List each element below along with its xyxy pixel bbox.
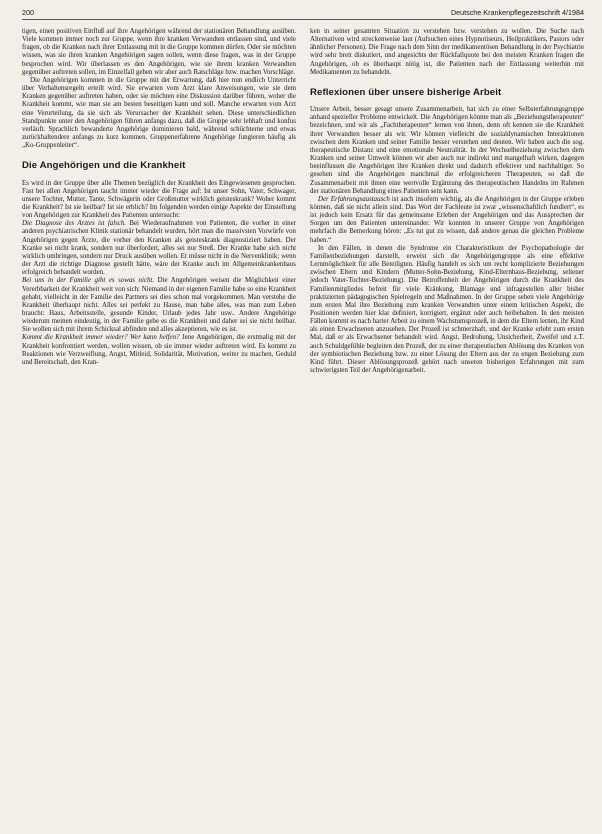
- paragraph-body: Die Angehörigen weisen die Möglichkeit einer Vererbbarkeit der Krankheit weit von sich: Niemand in der eigenen Familie habe so eine Krankheit gehabt, vielleicht in der Familie des Partners sei dies schon mal vorgekommen. Man verstehe die Krankheit überhaupt nicht. Alles sei perfekt zu Hause, man habe alles, was man zum Leben braucht: Haus, Arbeitsstelle, gesunde Kinder, Urlaub jedes Jahr usw.. Andere Angehörige wiederum meinen eindeutig, in der Familie gebe es die Krankheit und daher sei sie nicht heilbar. Sie wollen sich mit ihrem Schicksal abfinden und alles akzeptieren, wie es ist.: [22, 277, 296, 334]
- running-header: [22, 8, 584, 20]
- paragraph-body: Bei Wiederaufnahmen von Patienten, die vorher in einer anderen psychiatrischen Klinik stationär behandelt wurden, hört man die massivsten Vorwürfe von Angehörigen gegen Ärzte, die vorher den Kranken als geisteskrank diagnostiziert haben. Der Kranke sei nicht krank, sondern nur überfordert, alles sei nur Streß. Der Kranke habe sich nicht wirklich umbringen, sondern nur Druck ausüben wollen. Er müsse nicht in die Nervenklinik; wenn der Arzt die richtige Diagnose gestellt hätte, wäre der Kranke auch im Allgemeinkrankenhaus erfolgreich behandelt worden.: [22, 220, 296, 277]
- paragraph: Es wird in der Gruppe über alle Themen bezüglich der Krankheit des Eingewiesenen gesprochen. Fast bei allen Angehörigen taucht immer wieder die Frage auf: Ist unser Sohn, Vater, Schwager, unsere Tochter, Mutter, Tante, Schwägerin oder Großmutter wirklich geisteskrank? Woher kommt die Krankheit? Ist sie heilbar? Ist sie erblich? Im folgenden werden einige Aspekte der Einstellung von Angehörigen zur Krankheit des Patienten untersucht:: [22, 179, 296, 220]
- paragraph: Die Angehörigen kommen in die Gruppe mit der Erwartung, daß hier nun endlich Unterricht über Verhaltensregeln erteilt wird. Sie erwarten vom Arzt klare Anweisungen, wie sie dem Kranken gegenüber auftreten haben, oder sie möchten eine Diskussion darüber führen, woher die Krankheit kommt, wie man sie am besten beseitigen kann und soll. Manche erwarten vom Arzt eine Verurteilung, da sie sich als Verursacher der Krankheit sehen. Diese unterschiedlichen Standpunkte unter den Angehörigen führen anfangs dazu, daß die Gruppe sehr lebhaft und konfus verläuft. Sprachlich bewanderte Angehörige dominieren bald, während schüchterne und etwas zurückhaltendere anfangs zu kurz kommen. Gruppenerfahrene Angehörige fungieren häufig als „Ko-Gruppenleiter“.: [22, 76, 296, 150]
- paragraph: [22, 220, 296, 277]
- page-number: 200: [22, 8, 34, 17]
- paragraph: [310, 196, 584, 245]
- text-columns: [22, 28, 584, 375]
- right-column: [310, 28, 584, 375]
- paragraph-lead: Bei uns in der Familie gibt es sowas nicht.: [22, 277, 155, 285]
- paragraph: tigen, einen positiven Einfluß auf ihre Angehörigen während der stationären Behandlung ausüben. Viele kommen immer noch zur Gruppe, wenn ihre kranken Verwandten entlassen sind, und viele fragen, ob die Kranken nach ihrer Entlassung mit in die Gruppe kommen dürfen. Oder sie möchten wissen, was sie ihren kranken Angehörigen sagen sollen, wenn diese fragen, was in der Gruppe besprochen wird. Wir überlassen es den Angehörigen, wie sie ihrem kranken Verwandten gegenüber auftreten sollen, im Einzelfall geben wir aber auch Ratschläge bzw. machen Vorschläge.: [22, 28, 296, 76]
- paragraph: Unsere Arbeit, besser gesagt unsere Zusammenarbeit, hat sich zu einer Selbsterfahrungsgruppe anhand spezieller Probleme entwickelt. Die Angehörigen könnte man als „Beziehungstherapeuten“ bezeichnen, und wir als „Fachtherapeuten“ lernen von ihnen, denn oft kennen sie die Krankheit ihrer Verwandten besser als wir. Wir können vielleicht die sozialdynamischen Interaktionen zwischen dem Kranken und seiner Familie besser verstehen und deuten. Wir haben auch die sog. therapeutische Distanz und eine emotionale Neutralität. In der Wechselbeziehung zwischen dem Kranken und seiner Umwelt können wir aber auch nur indirekt und mangelhaft wirken, dagegen beeinflussen die Angehörigen ihre Kranken direkt und dadurch effektiver und nachhaltiger. So gesehen sind die Angehörigen manchmal die erfolgreicheren Therapeuten, so daß die Zusammenarbeit mit ihnen eine wertvolle Ergänzung des therapeutischen Handelns im Rahmen der stationären Behandlung eines Patienten sein kann.: [310, 106, 584, 195]
- paragraph-body: ist auch insofern wichtig, als die Angehörigen in der Gruppe erleben können, daß sie nicht allein sind. Das Wort der Fachleute ist zwar „wissenschaftlich fundiert“, es ist jedoch kein Ersatz für das gemeinsame Erleben der Angehörigen und das Aussprechen der Sorgen um den Patienten untereinander. Wir konnten in unserer Gruppe von Angehörigen mehrfach die Bemerkung hören: „Es tut gut zu wissen, daß andere genau die gleichen Probleme haben.“: [310, 195, 584, 244]
- journal-title: Deutsche Krankenpflegezeitschrift 4/1984: [450, 8, 584, 17]
- paragraph: In den Fällen, in denen die Syndrome ein Charakteristikum der Psychopathologie der Familienbeziehungen darstellt, erweist sich die Angehörigengruppe als eine effektive Lernmöglichkeit für alle Beteiligten. Häufig handelt es sich um recht komplizierte Beziehungen zwischen Eltern und Kindern (Mutter-Sohn-Beziehung, Kind-Elternhaus-Beziehung, seltener jedoch Vater-Tochter-Beziehung). Die Betroffenheit der Angehörigen durch die Krankheit des Familienmitgliedes befreit für viele Kränkung, Blamage und infragestellen aller bisher praktizierten pädagogischen Spielregeln und Maßnahmen. In der Gruppe sehen viele Angehörige zum ersten Mal ihre Beziehung zum kranken Verwandten unter einem kritischen Aspekt, die Positionen werden hier klar definiert, korrigiert, ergänzt oder auch beibehalten. In den meisten Fällen kommt es nach harter Arbeit zu einem Wachstumsprozeß, in dem die Eltern lernen, ihr Kind als einen Erwachsenen anzusehen. Der Prozeß ist schmerzhaft, und der Kranke erlebt zum ersten Mal, daß er als Erwachsener behandelt wird. Angst, Bedrohung, Unsicherheit, Zweifel und z.T. auch Schuldgefühle begleiten den Prozeß, der zu einer therapeutischen Ablösung des Kranken von der symbiotischen Beziehung bzw. zu einer Lösung der Eltern aus der zu engen Beziehung zum Kind führt. Dieser Ablösungsprozeß gehört nach unseren bisherigen Erfahrungen mit zum schwierigsten Teil der Angehörigenarbeit.: [310, 244, 584, 375]
- left-column: [22, 28, 296, 375]
- paragraph: [22, 277, 296, 334]
- paragraph-body: Jene Angehörigen, die erstmalig mit der Krankheit konfrontiert werden, wollen wissen, ob sie immer wieder auftreten wird. Es kommt zu Reaktionen wie Verzweiflung, Angst, Mitleid, Solidarität, Motivation, weiter zu machen, Geduld und Bereitschaft, den Kran-: [22, 334, 296, 366]
- section-heading: Reflexionen über unsere bisherige Arbeit: [310, 86, 502, 98]
- paragraph-lead: Die Diagnose des Arztes ist falsch.: [22, 220, 127, 228]
- section-heading: Die Angehörigen und die Krankheit: [22, 160, 186, 172]
- paragraph: ken in seiner gesamten Situation zu verstehen bzw. verstehen zu wollen. Die Suche nach Alternativen wird streckenweise laut (Aufsuchen eines Hypnotiseurs, Heilpraktikers, Pastors oder ähnlicher Personen). Die Frage nach dem Sinn der medikamentösen Behandlung in der Psychiatrie wird sehr breit diskutiert, und angesichts der Rückfallquote bei den meisten Kranken fragen die Angehörigen, ob es überhaupt nötig ist, die Patienten nach der Entlassung weiterhin mit Medikamenten zu behandeln.: [310, 28, 584, 76]
- paragraph-lead: Der Erfahrungsaustausch: [318, 195, 390, 203]
- paragraph: [22, 334, 296, 367]
- paragraph-lead: Kommt die Krankheit immer wieder? Wer kann helfen?: [22, 334, 180, 342]
